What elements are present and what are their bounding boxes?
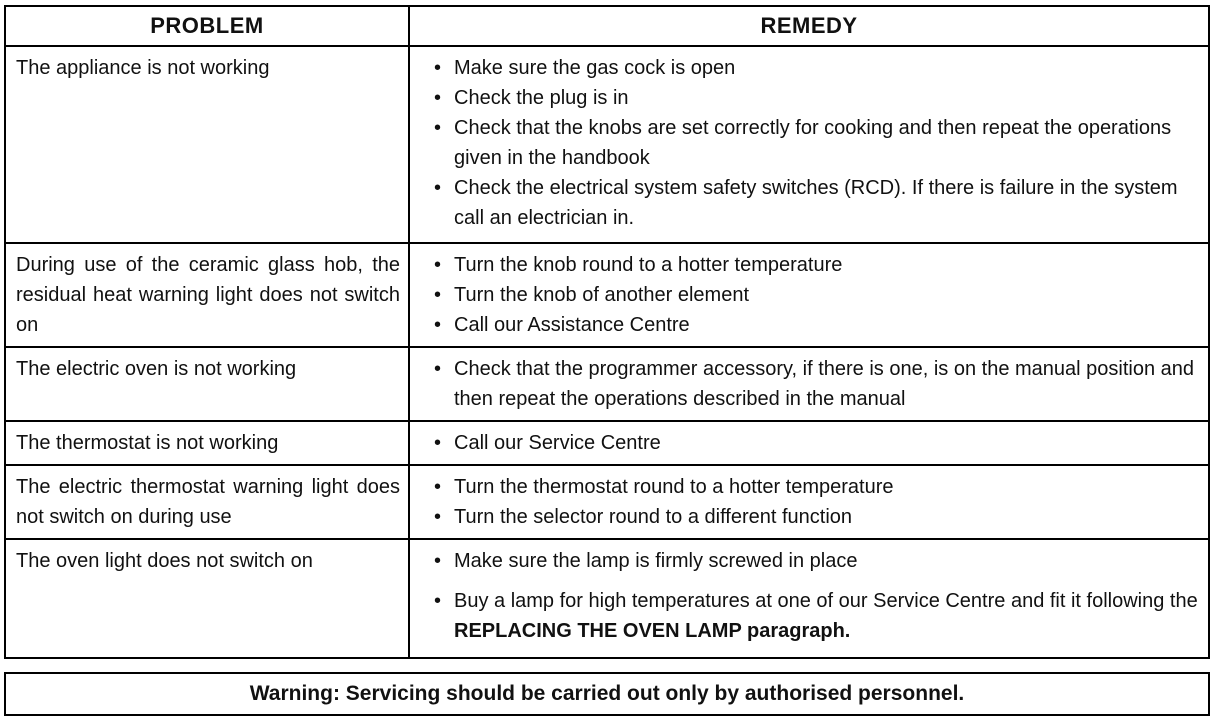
header-row xyxy=(5,6,1209,46)
problem-cell: The electric thermostat warning light does not switch on during use xyxy=(5,465,409,539)
remedy-text: Buy a lamp for high temperatures at one of our Service Centre and fit it following the xyxy=(454,590,1198,612)
problem-cell: The appliance is not working xyxy=(5,46,409,243)
table-row xyxy=(5,539,1209,658)
remedy-bold-text: REPLACING THE OVEN LAMP paragraph. xyxy=(454,620,851,642)
table-row xyxy=(5,465,1209,539)
remedy-list xyxy=(410,354,1198,414)
remedy-item: • Turn the selector round to a different function xyxy=(430,502,1198,532)
remedy-list xyxy=(410,53,1198,233)
remedy-item: • Call our Service Centre xyxy=(430,428,1198,458)
remedy-list xyxy=(410,250,1198,340)
troubleshooting-table xyxy=(4,5,1210,659)
table-row xyxy=(5,347,1209,421)
remedy-list xyxy=(410,472,1198,532)
remedy-cell xyxy=(409,539,1209,658)
problem-cell: During use of the ceramic glass hob, the residual heat warning light does not switch on xyxy=(5,243,409,347)
remedy-column-header: REMEDY xyxy=(409,6,1209,46)
remedy-cell xyxy=(409,46,1209,243)
remedy-item: • Call our Assistance Centre xyxy=(430,310,1198,340)
remedy-item: • Check that the programmer accessory, if there is one, is on the manual position and then repeat the operations described in the manual xyxy=(430,354,1198,414)
table-row xyxy=(5,243,1209,347)
table-row xyxy=(5,421,1209,465)
remedy-item: • Make sure the gas cock is open xyxy=(430,53,1198,83)
remedy-cell xyxy=(409,421,1209,465)
remedy-cell xyxy=(409,465,1209,539)
remedy-item xyxy=(430,586,1198,646)
problem-cell: The oven light does not switch on xyxy=(5,539,409,658)
remedy-list xyxy=(410,428,1198,458)
remedy-item: • Check the plug is in xyxy=(430,83,1198,113)
table-row xyxy=(5,46,1209,243)
remedy-item: • Turn the knob of another element xyxy=(430,280,1198,310)
remedy-item: • Turn the knob round to a hotter temperature xyxy=(430,250,1198,280)
warning-banner: Warning: Servicing should be carried out only by authorised personnel. xyxy=(4,672,1210,716)
remedy-item: • Check that the knobs are set correctly for cooking and then repeat the operations given in the handbook xyxy=(430,113,1198,173)
problem-cell: The electric oven is not working xyxy=(5,347,409,421)
problem-column-header: PROBLEM xyxy=(5,6,409,46)
problem-cell: The thermostat is not working xyxy=(5,421,409,465)
remedy-item: • Check the electrical system safety switches (RCD). If there is failure in the system call an electrician in. xyxy=(430,173,1198,233)
remedy-cell xyxy=(409,347,1209,421)
remedy-list xyxy=(410,546,1198,646)
remedy-item: • Make sure the lamp is firmly screwed in place xyxy=(430,546,1198,576)
remedy-item: • Turn the thermostat round to a hotter temperature xyxy=(430,472,1198,502)
remedy-cell xyxy=(409,243,1209,347)
